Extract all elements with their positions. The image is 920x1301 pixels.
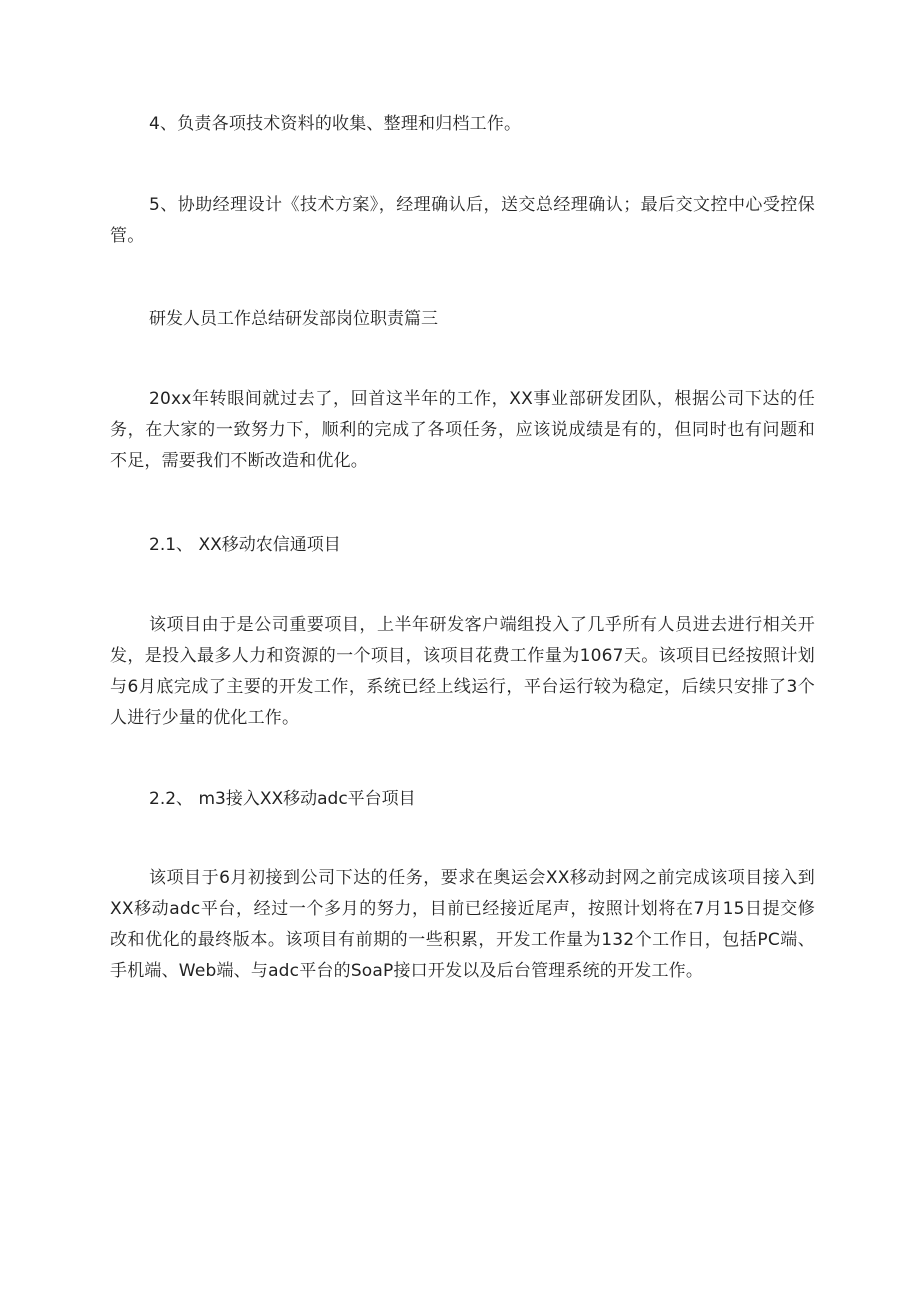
heading-2-1: 2.1、 XX移动农信通项目 <box>149 535 341 555</box>
intro-paragraph: 20xx年转眼间就过去了，回首这半年的工作，XX事业部研发团队，根据公司下达的任务，在大家的一致努力下，顺利的完成了各项任务，应该说成绩是有的，但同时也有问题和不足，需要我们不断改造和优化。 <box>110 389 815 471</box>
heading-2-2: 2.2、 m3接入XX移动adc平台项目 <box>149 789 416 809</box>
list-item-5: 5、协助经理设计《技术方案》，经理确认后，送交总经理确认；最后交文控中心受控保管。 <box>110 195 815 246</box>
section-title: 研发人员工作总结研发部岗位职责篇三 <box>149 309 438 329</box>
list-item-4: 4、负责各项技术资料的收集、整理和归档工作。 <box>149 114 522 134</box>
paragraph-2-2: 该项目于6月初接到公司下达的任务，要求在奥运会XX移动封网之前完成该项目接入到XX移动adc平台，经过一个多月的努力，目前已经接近尾声，按照计划将在7月15日提交修改和优化的最终版本。该项目有前期的一些积累，开发工作量为132个工作日，包括PC端、手机端、Web端、与adc平台的SoaP接口开发以及后台管理系统的开发工作。 <box>110 868 815 981</box>
paragraph-2-1: 该项目由于是公司重要项目，上半年研发客户端组投入了几乎所有人员进去进行相关开发，是投入最多人力和资源的一个项目，该项目花费工作量为1067天。该项目已经按照计划与6月底完成了主要的开发工作，系统已经上线运行，平台运行较为稳定，后续只安排了3个人进行少量的优化工作。 <box>110 615 815 728</box>
